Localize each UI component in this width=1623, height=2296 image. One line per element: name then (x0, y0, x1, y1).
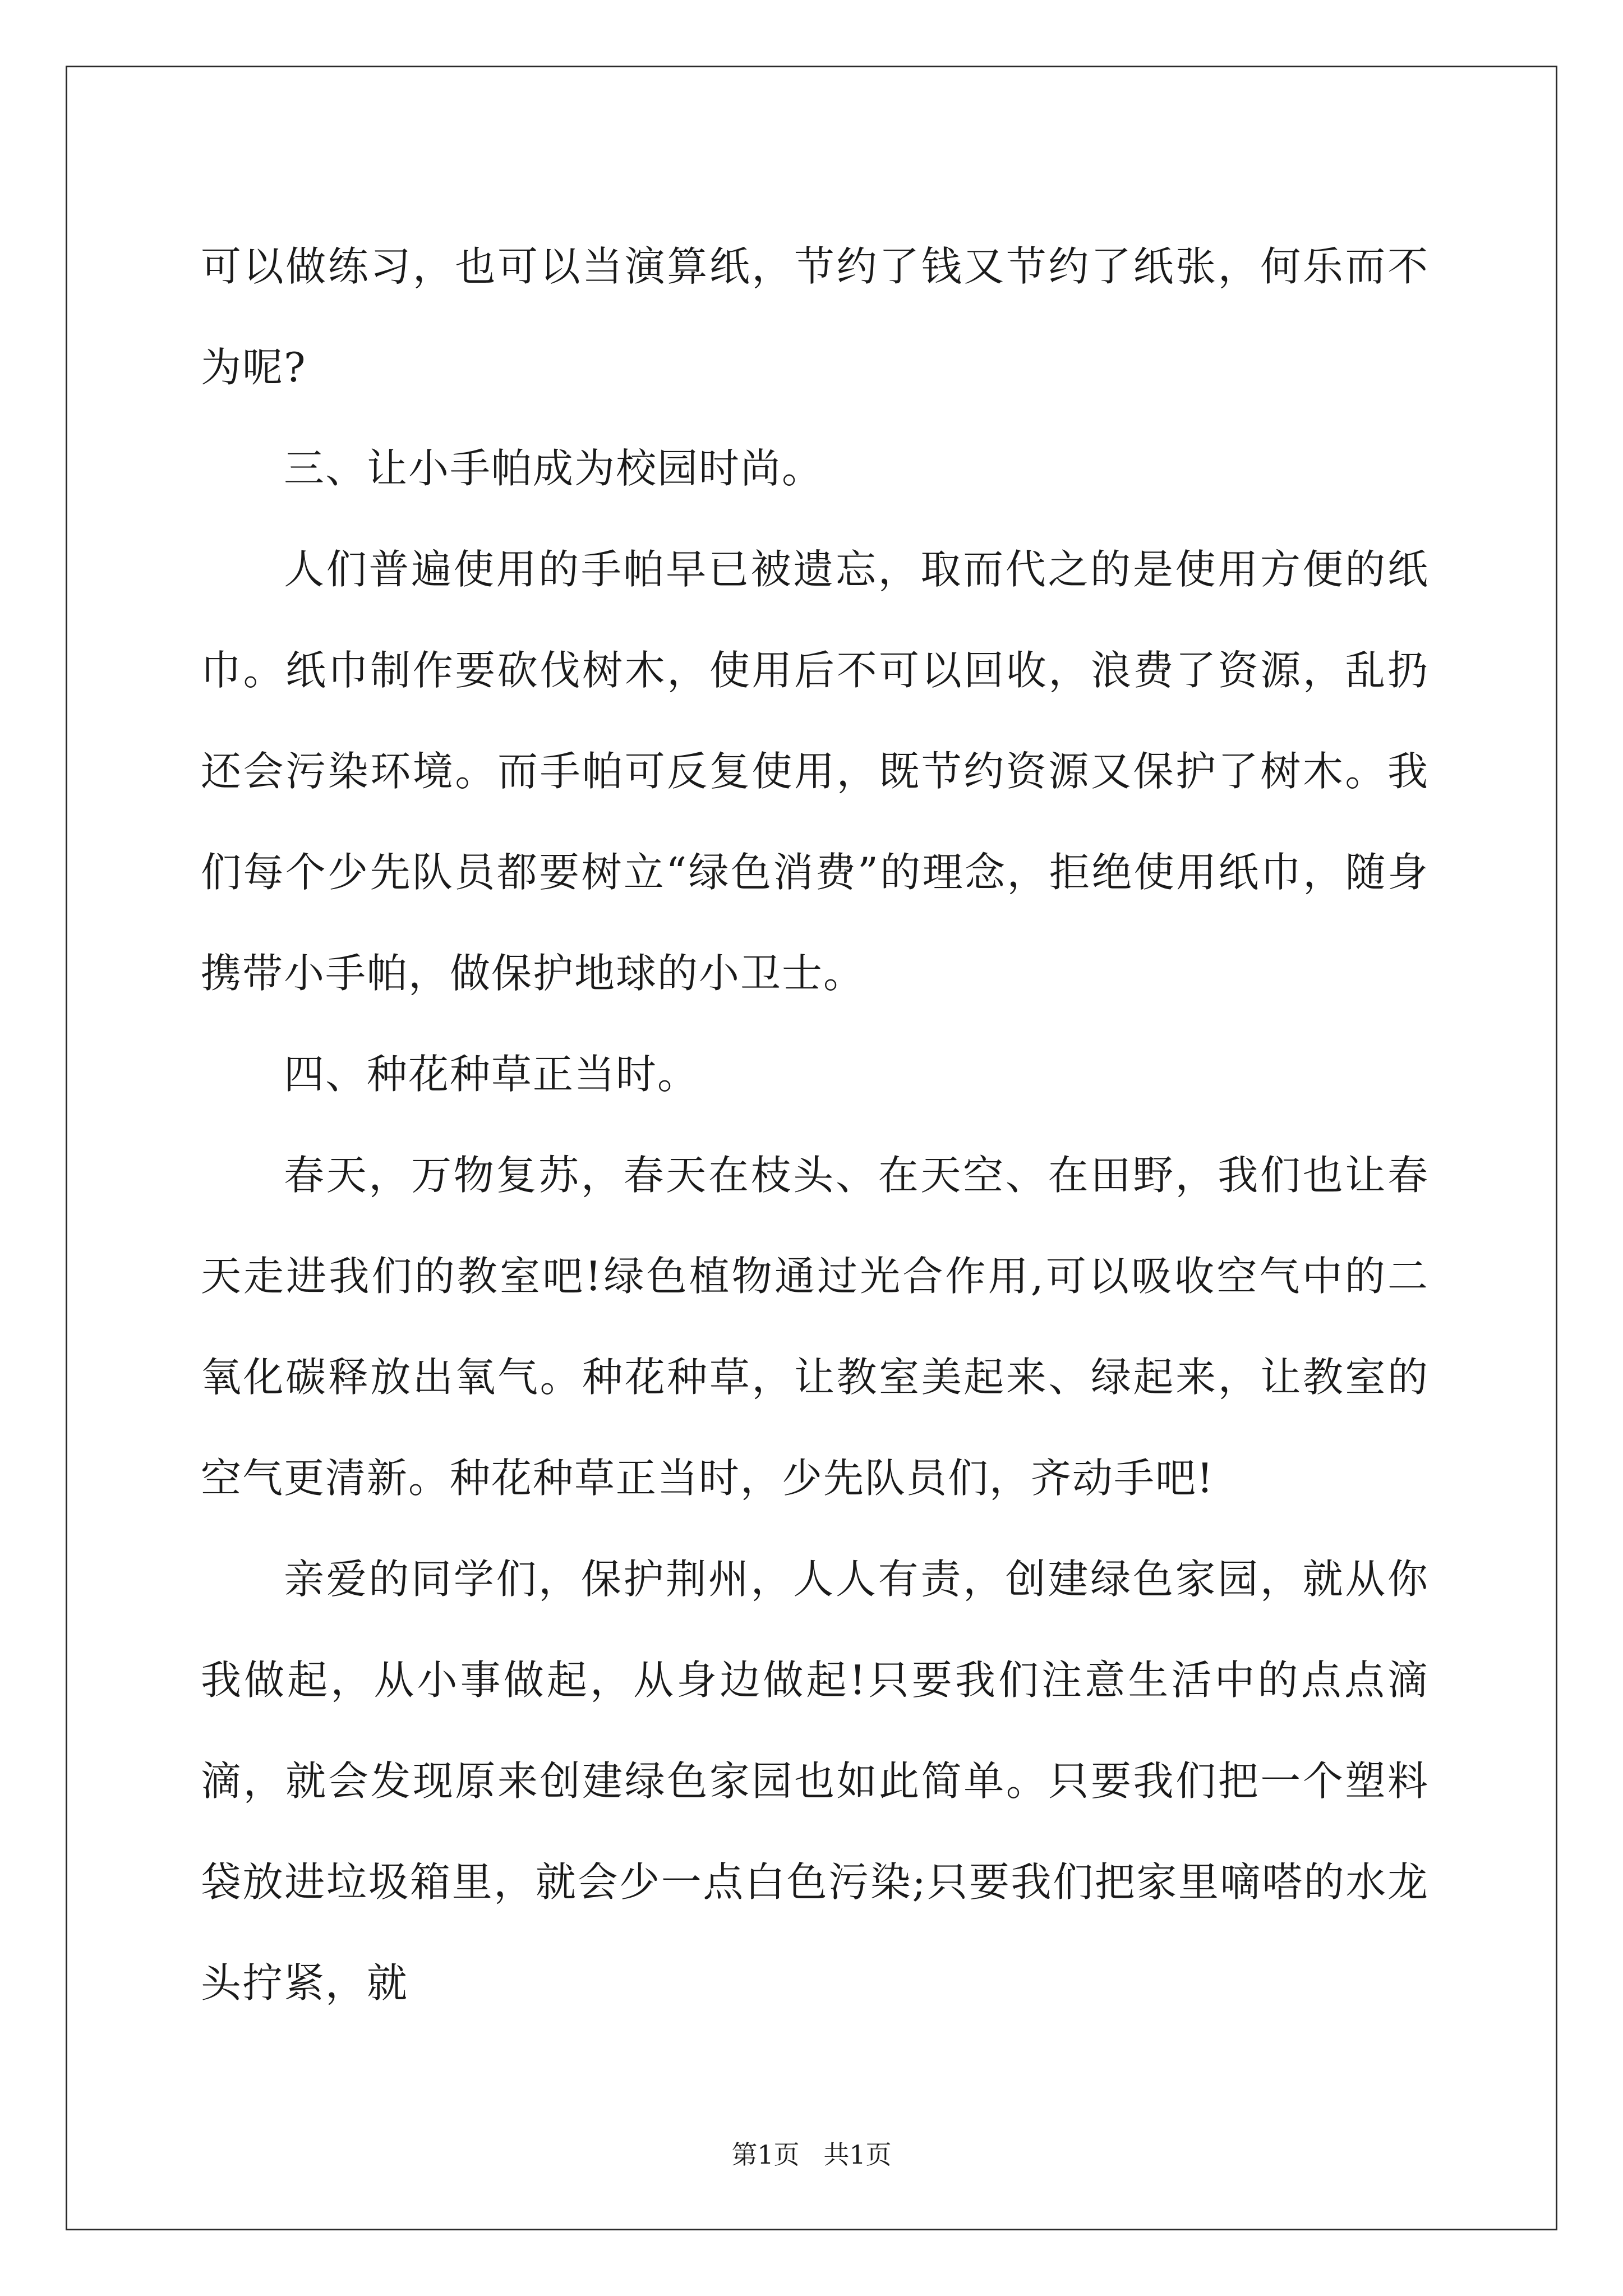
section-heading: 三、让小手帕成为校园时尚。 (284, 445, 824, 492)
paragraph: 可以做练习，也可以当演算纸，节约了钱又节约了纸张，何乐而不为呢? (201, 243, 1429, 391)
page-total: 共1页 (823, 2139, 892, 2170)
paragraph: 春天，万物复苏，春天在枝头、在天空、在田野，我们也让春天走进我们的教室吧!绿色植物通过光合作用,可以吸收空气中的二氧化碳释放出氧气。种花种草，让教室美起来、绿起来，让教室的空气更清新。种花种草正当时，少先队员们，齐动手吧! (201, 1152, 1429, 1502)
paragraph: 人们普遍使用的手帕早已被遗忘，取而代之的是使用方便的纸巾。纸巾制作要砍伐树木，使用后不可以回收，浪费了资源，乱扔还会污染环境。而手帕可反复使用，既节约资源又保护了树木。我们每个少先队员都要树立“绿色消费”的理念，拒绝使用纸巾，随身携带小手帕，做保护地球的小卫士。 (201, 546, 1429, 997)
page-number: 第1页 (731, 2139, 800, 2170)
paragraph: 亲爱的同学们，保护荆州，人人有责，创建绿色家园，就从你我做起，从小事做起，从身边做起!只要我们注意生活中的点点滴滴，就会发现原来创建绿色家园也如此简单。只要我们把一个塑料袋放进垃圾箱里，就会少一点白色污染;只要我们把家里嘀嗒的水龙头拧紧，就 (201, 1556, 1429, 2007)
section-heading: 四、种花种草正当时。 (284, 1051, 699, 1098)
document-body (201, 216, 1429, 2033)
page-footer (0, 2134, 1623, 2171)
